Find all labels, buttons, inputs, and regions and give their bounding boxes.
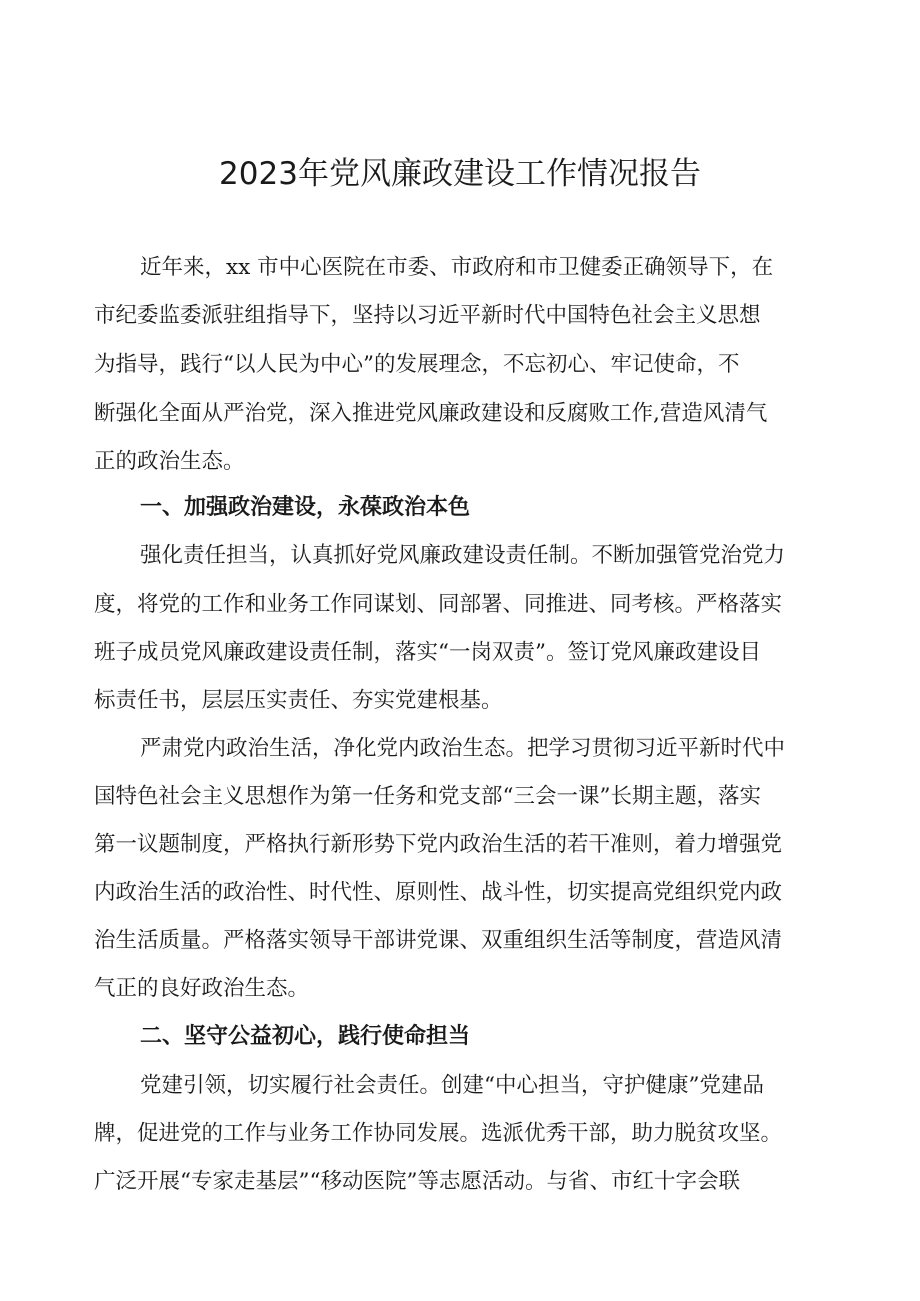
document-title: 2023年党风廉政建设工作情况报告 xyxy=(219,156,701,192)
section-1-para-1-line-4: 标责任书，层层压实责任、夯实党建根基。 xyxy=(94,688,503,713)
intro-line-2: 市纪委监委派驻组指导下，坚持以习近平新时代中国特色社会主义思想 xyxy=(94,303,761,328)
intro-line-3: 为指导，践行“以人民为中心”的发展理念，不忘初心、牢记使命，不 xyxy=(94,352,740,377)
section-1-para-1-line-1: 强化责任担当，认真抓好党风廉政建设责任制。不断加强管党治党力 xyxy=(140,543,786,568)
section-2-para-1-line-3: 广泛开展“专家走基层”“移动医院”等志愿活动。与省、市红十字会联 xyxy=(94,1169,740,1194)
section-1-heading: 一、加强政治建设，永葆政治本色 xyxy=(140,495,471,520)
section-1-para-2-line-4: 内政治生活的政治性、时代性、原则性、战斗性，切实提高党组织党内政 xyxy=(94,880,783,905)
intro-line-4: 断强化全面从严治党，深入推进党风廉政建设和反腐败工作,营造风清气 xyxy=(94,401,768,426)
intro-line-1: 近年来，xx 市中心医院在市委、市政府和市卫健委正确领导下，在 xyxy=(140,255,774,280)
section-2-heading: 二、坚守公益初心，践行使命担当 xyxy=(140,1024,471,1049)
section-1-para-2-line-6: 气正的良好政治生态。 xyxy=(94,976,310,1001)
section-1-para-2-line-5: 治生活质量。严格落实领导干部讲党课、双重组织生活等制度，营造风清 xyxy=(94,928,783,953)
section-2-para-1-line-2: 牌，促进党的工作与业务工作协同发展。选派优秀干部，助力脱贫攻坚。 xyxy=(94,1121,783,1146)
section-1-para-2-line-3: 第一议题制度，严格执行新形势下党内政治生活的若干准则，着力增强党 xyxy=(94,832,783,857)
section-1-para-2-line-1: 严肃党内政治生活，净化党内政治生态。把学习贯彻习近平新时代中 xyxy=(140,736,786,761)
section-1-para-2-line-2: 国特色社会主义思想作为第一任务和党支部“三会一课”长期主题，落实 xyxy=(94,784,761,809)
section-2-para-1-line-1: 党建引领，切实履行社会责任。创建“中心担当，守护健康”党建品 xyxy=(140,1073,764,1098)
section-1-para-1-line-3: 班子成员党风廉政建设责任制，落实“一岗双责”。签订党风廉政建设目 xyxy=(94,640,761,665)
section-1-para-1-line-2: 度，将党的工作和业务工作同谋划、同部署、同推进、同考核。严格落实 xyxy=(94,592,783,617)
intro-line-5: 正的政治生态。 xyxy=(94,449,245,474)
